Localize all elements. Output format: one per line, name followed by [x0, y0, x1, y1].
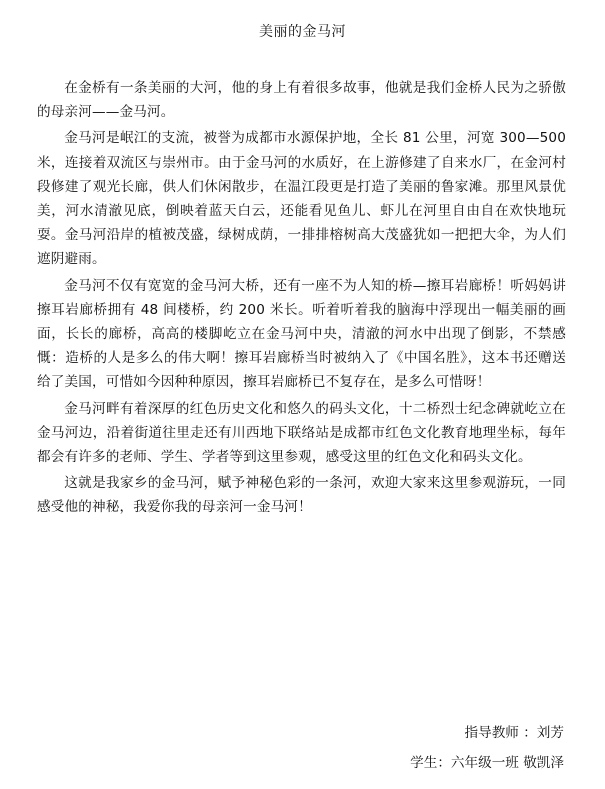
teacher-signature: 指导教师 ：刘芳 — [464, 725, 564, 741]
paragraph-5: 这就是我家乡的金马河，赋予神秘色彩的一条河，欢迎大家来这里参观游玩，一同感受他的神秘，我爱你我的母亲河一金马河！ — [37, 475, 566, 516]
paragraph-2: 金马河是岷江的支流，被誉为成都市水源保护地，全长 81 公里，河宽 300—500 米，连接着双流区与崇州市。由于金马河的水质好，在上游修建了自来水厂，在金河村段修建了观光长廊，供人们休闲散步，在温江段更是打造了美丽的鲁家滩。那里风景优美，河水清澈见底，倒映着蓝天白云，还能看见鱼儿、虾儿在河里自由自在欢快地玩耍。金马河沿岸的植被茂盛，绿树成荫，一排排榕树高大茂盛犹如一把把大伞，为人们遮阴避雨。 — [37, 130, 566, 268]
page-title: 美丽的金马河 — [259, 24, 346, 40]
student-signature: 学生：六年级一班 敬凯泽 — [410, 755, 564, 771]
paragraph-4: 金马河畔有着深厚的红色历史文化和悠久的码头文化，十二桥烈士纪念碑就屹立在金马河边，沿着街道往里走还有川西地下联络站是成都市红色文化教育地理坐标，每年都会有许多的老师、学生、学者等到这里参观，感受这里的红色文化和码头文化。 — [37, 400, 566, 466]
essay-body — [37, 76, 566, 522]
paragraph-1: 在金桥有一条美丽的大河，他的身上有着很多故事，他就是我们金桥人民为之骄傲的母亲河——金马河。 — [37, 80, 566, 121]
paragraph-3: 金马河不仅有宽宽的金马河大桥，还有一座不为人知的桥—擦耳岩廊桥！听妈妈讲擦耳岩廊桥拥有 48 间楼桥，约 200 米长。听着听着我的脑海中浮现出一幅美丽的画面，长长的廊桥，高高的楼脚屹立在金马河中央，清澈的河水中出现了倒影，不禁感慨：造桥的人是多么的伟大啊！擦耳岩廊桥当时被纳入了《中国名胜》，这本书还赠送给了美国，可惜如今因种种原因，擦耳岩廊桥已不复存在，是多么可惜呀！ — [37, 277, 566, 391]
